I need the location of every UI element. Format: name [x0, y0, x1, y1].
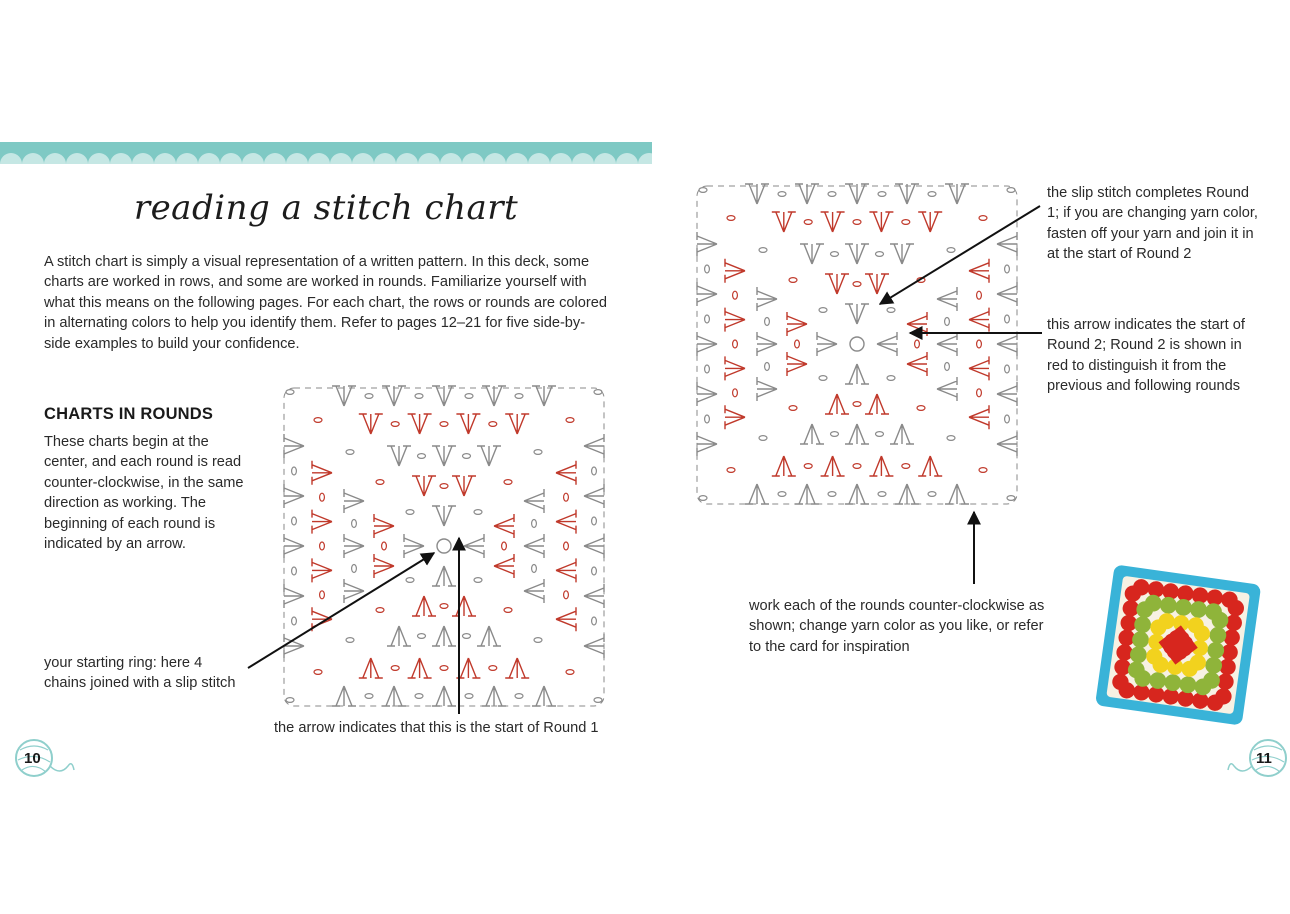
page-number-left: 10 [24, 750, 41, 767]
page-title: reading a stitch chart [133, 188, 519, 228]
caption-counter-clockwise: work each of the rounds counter-clockwise as shown; change yarn color as you like, or refer to the card for inspiration [749, 598, 1045, 655]
section-heading: CHARTS IN ROUNDS [44, 405, 214, 423]
caption-slip-stitch: the slip stitch completes Round 1; if you are changing yarn color, fasten off your yarn and join it in at the start of Round 2 [1047, 185, 1258, 263]
section-body: These charts begin at the center, and each round is read counter-clockwise, in the same direction as working. The beginning of each round is indicated by an arrow. [44, 434, 244, 553]
chart-grid [697, 184, 1017, 504]
page-number-right: 11 [1256, 750, 1272, 767]
caption-starting-ring: your starting ring: here 4 chains joined with a slip stitch [44, 655, 236, 692]
stitch-chart-right [693, 182, 1021, 508]
intro-paragraph: A stitch chart is simply a visual representation of a written pattern. In this deck, some charts are worked in rows, and some are worked in rounds. Familiarize yourself with what this means on the following pages. For each chart, the rows or rounds are colored in alternating colors to help you identify them. Refer to pages 12–21 for five side-by-side examples to build your confidence. [44, 254, 607, 352]
granny-square-photo [1090, 562, 1266, 730]
chart-grid [284, 386, 604, 706]
yarn-ball-icon [12, 736, 76, 780]
caption-round-2-arrow: this arrow indicates the start of Round 2; Round 2 is shown in red to distinguish it from the previous and following rounds [1047, 317, 1245, 395]
stitch-chart-left [280, 384, 608, 710]
caption-round-1: the arrow indicates that this is the start of Round 1 [274, 720, 599, 736]
scallop-band-graphic [0, 142, 652, 164]
decorative-band [0, 142, 652, 164]
